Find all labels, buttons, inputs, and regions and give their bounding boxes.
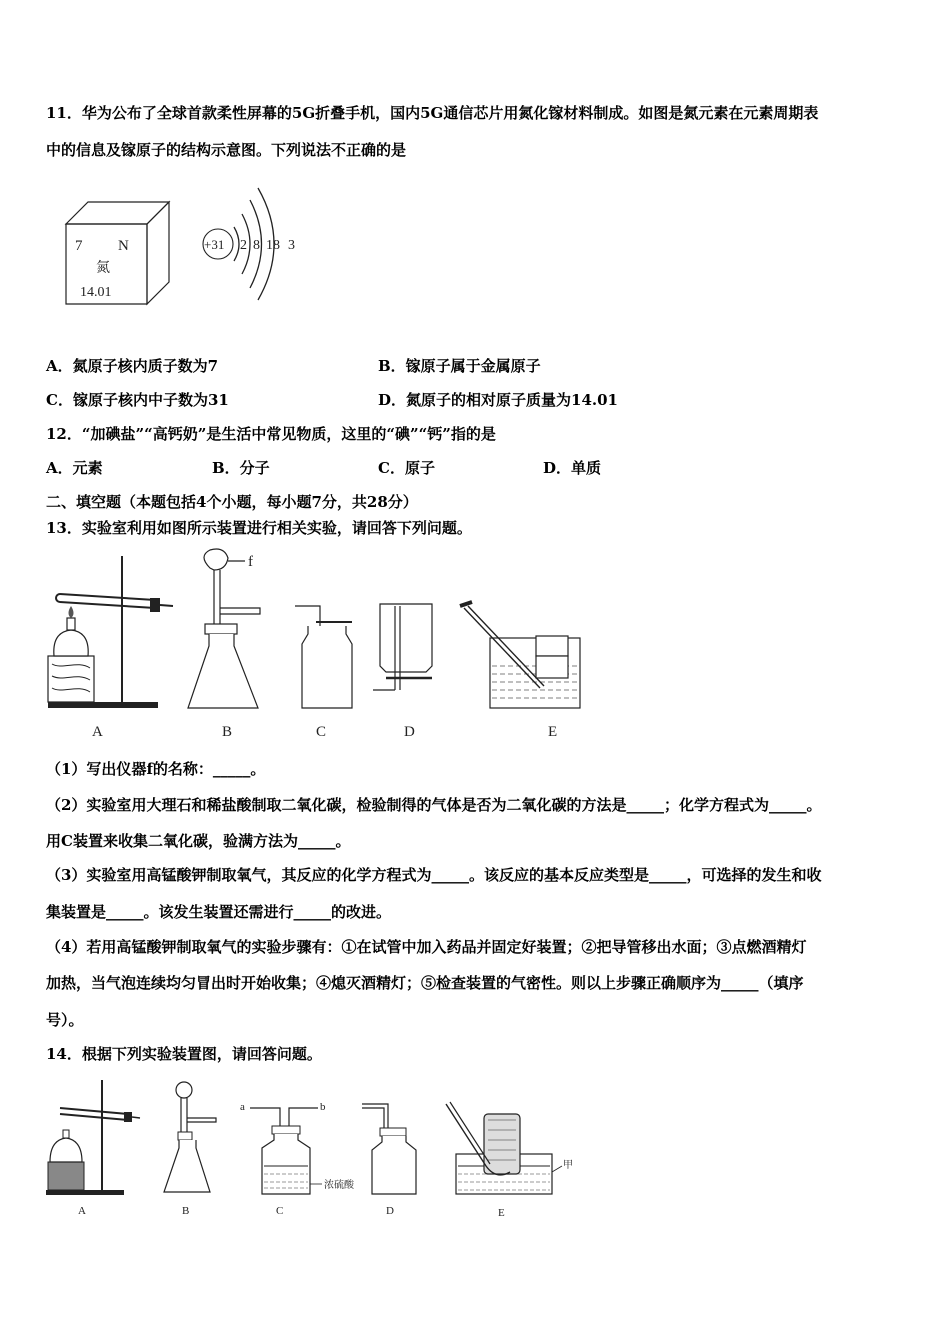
q11-stem-line2: 中的信息及镓原子的结构示意图。下列说法不正确的是 — [46, 141, 407, 159]
q14-acid-label: 浓硫酸 — [324, 1180, 354, 1191]
q13-apparatus-b — [188, 549, 260, 740]
q14-apparatus-b — [164, 1082, 216, 1217]
q13-part-2-line2: 用C装置来收集二氧化碳，验满方法为_____。 — [46, 832, 351, 850]
q12-option-b: B．分子 — [212, 459, 270, 477]
q13-part-3-line1: （3）实验室用高锰酸钾制取氧气，其反应的化学方程式为_____。该反应的基本反应类型是_____，可选择的发生和收 — [46, 866, 822, 884]
section-2-heading: 二、填空题（本题包括4个小题，每小题7分，共28分） — [46, 493, 418, 511]
atom-shell-4: 3 — [288, 238, 295, 253]
element-mass: 14.01 — [80, 285, 112, 300]
element-number: 7 — [75, 238, 83, 254]
q11-stem-line1: 11．华为公布了全球首款柔性屏幕的5G折叠手机，国内5G通信芯片用氮化镓材料制成。如图是氮元素在元素周期表 — [46, 104, 819, 122]
q12-option-a: A．元素 — [46, 459, 103, 477]
q14-stem: 14．根据下列实验装置图，请回答问题。 — [46, 1045, 322, 1063]
q13-apparatus-c — [295, 606, 352, 740]
atom-structure-figure — [196, 170, 316, 320]
q13-part-4-line2: 加热，当气泡连续均匀冒出时开始收集；④熄灭酒精灯；⑤检查装置的气密性。则以上步骤正确顺序为_____（填序 — [46, 974, 804, 992]
q12-option-c: C．原子 — [378, 459, 435, 477]
q14-label-e: E — [498, 1207, 505, 1219]
q13-part-4-line3: 号）。 — [46, 1011, 84, 1029]
q13-part-3-line2: 集装置是_____。该发生装置还需进行_____的改进。 — [46, 903, 392, 921]
q14-port-a: a — [240, 1101, 245, 1113]
q13-part-2-line1: （2）实验室用大理石和稀盐酸制取二氧化碳，检验制得的气体是否为二氧化碳的方法是_____；化学方程式为_____。 — [46, 796, 822, 814]
element-name: 氮 — [96, 261, 110, 276]
q14-apparatus-d — [362, 1104, 416, 1217]
element-symbol: N — [118, 238, 129, 254]
q13-funnel-label: f — [248, 554, 253, 570]
q13-apparatus-a — [48, 556, 173, 740]
q13-part-1: （1）写出仪器f的名称：_____。 — [46, 760, 266, 778]
q12-option-d: D．单质 — [543, 459, 602, 477]
q13-label-c: C — [316, 724, 327, 740]
q14-apparatus-c — [240, 1101, 355, 1217]
q14-label-b: B — [182, 1205, 190, 1217]
q11-option-c: C．镓原子核内中子数为31 — [46, 391, 229, 409]
atom-shell-3: 18 — [266, 238, 280, 253]
q11-option-a: A．氮原子核内质子数为7 — [46, 357, 219, 375]
q14-apparatus-a — [46, 1080, 140, 1217]
q13-label-b: B — [222, 724, 233, 740]
q14-port-b: b — [320, 1101, 326, 1113]
q11-option-b: B．镓原子属于金属原子 — [378, 357, 541, 375]
q14-apparatus-e — [446, 1102, 573, 1219]
q13-apparatus-e — [460, 602, 580, 740]
q13-part-4-line1: （4）若用高锰酸钾制取氧气的实验步骤有：①在试管中加入药品并固定好装置；②把导管移出水面；③点燃酒精灯 — [46, 938, 807, 956]
q14-label-c: C — [276, 1205, 284, 1217]
q14-label-d: D — [386, 1205, 394, 1217]
atom-shell-2: 8 — [253, 238, 260, 253]
q13-stem: 13．实验室利用如图所示装置进行相关实验，请回答下列问题。 — [46, 519, 472, 537]
q13-label-e: E — [548, 724, 558, 740]
q13-apparatus-d — [373, 604, 432, 740]
q13-apparatus-figure — [40, 548, 580, 748]
atom-shell-1: 2 — [240, 238, 247, 253]
q12-stem: 12．“加碘盐”“高钙奶”是生活中常见物质，这里的“碘”“钙”指的是 — [46, 425, 496, 443]
q11-option-d: D．氮原子的相对原子质量为14.01 — [378, 391, 618, 409]
q13-label-d: D — [404, 724, 415, 740]
q13-label-a: A — [92, 724, 103, 740]
q14-label-a: A — [78, 1205, 86, 1217]
atom-nucleus-charge: +31 — [204, 237, 225, 252]
element-card-figure — [60, 198, 175, 308]
q14-apparatus-figure — [40, 1074, 580, 1224]
q14-jia-label: 甲 — [563, 1160, 573, 1171]
